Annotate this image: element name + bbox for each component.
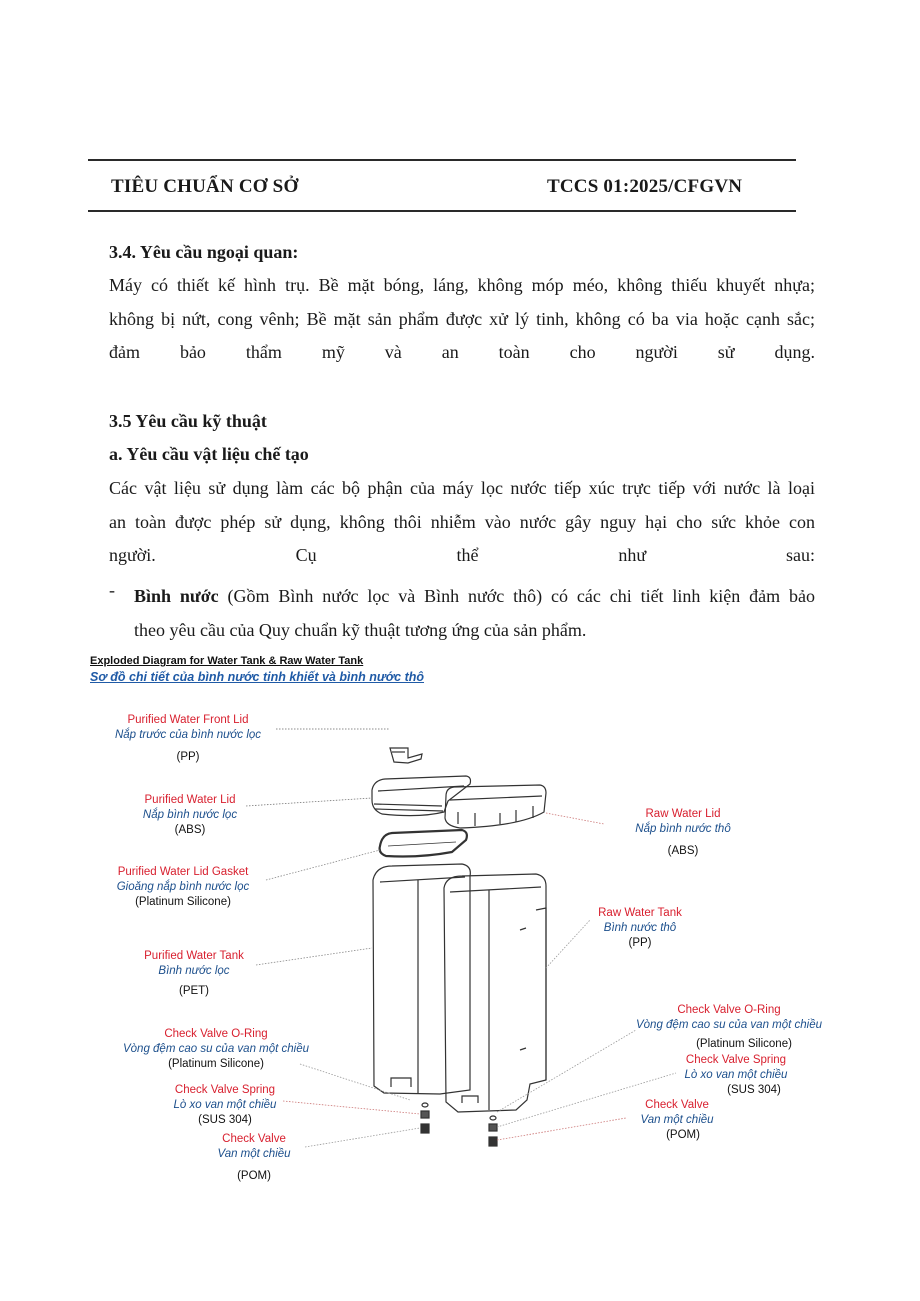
bullet-marker: - (109, 580, 115, 600)
label-material: (PP) (176, 751, 200, 763)
label-vi: Van một chiều (640, 1114, 714, 1126)
label-en: Purified Water Lid Gasket (117, 866, 249, 878)
label-raw-water-lid (624, 807, 742, 859)
check-valve-right-drawing (489, 1116, 497, 1146)
label-en: Check Valve O-Ring (677, 1004, 781, 1016)
label-vi: Lò xo van một chiều (173, 1099, 277, 1111)
front-lid-drawing (390, 748, 422, 763)
bullet-text: (Gồm Bình nước lọc và Bình nước thô) có các chi tiết linh kiện đảm bảo (218, 586, 816, 606)
label-purified-front-lid (106, 713, 270, 765)
label-en: Raw Water Tank (598, 907, 682, 919)
label-vi: Lò xo van một chiều (684, 1069, 788, 1081)
paragraph-line: Các vật liệu sử dụng làm các bộ phận của máy lọc nước tiếp xúc trực tiếp với nước là loại (109, 478, 815, 498)
label-purified-lid-gasket (100, 865, 266, 910)
label-material: (SUS 304) (198, 1114, 252, 1126)
label-check-valve-spring-left (164, 1083, 286, 1128)
paragraph-line: đảm bảo thẩm mỹ và an toàn cho người sử dụng. (109, 342, 815, 362)
label-material: (PP) (628, 937, 652, 949)
purified-tank-drawing (373, 864, 470, 1094)
check-valve-left-drawing (421, 1103, 429, 1133)
label-vi: Nắp bình nước thô (635, 823, 731, 835)
figure-title-en: Exploded Diagram for Water Tank & Raw Water Tank (90, 655, 364, 667)
section-3-5-heading: 3.5 Yêu cầu kỹ thuật (109, 411, 267, 431)
label-check-valve-spring-right (676, 1053, 796, 1098)
label-check-valve-oring-left (110, 1027, 322, 1072)
lid-gasket-drawing (380, 830, 467, 857)
bullet-line-2: theo yêu cầu của Quy chuẩn kỹ thuật tương ứng của sản phẩm. (134, 619, 587, 640)
label-material: (ABS) (667, 845, 699, 857)
label-material: (PET) (178, 985, 210, 997)
label-en: Check Valve Spring (174, 1084, 276, 1096)
label-vi: Gioăng nắp bình nước lọc (116, 881, 250, 893)
label-vi: Bình nước thô (603, 922, 677, 934)
purified-lid-drawing (372, 776, 471, 816)
raw-tank-drawing (444, 874, 546, 1112)
header-document-code: TCCS 01:2025/CFGVN (547, 176, 743, 197)
label-vi: Vòng đệm cao su của van một chiều (122, 1043, 310, 1055)
label-material: (Platinum Silicone) (696, 1038, 792, 1050)
label-material: (ABS) (174, 824, 206, 836)
label-check-valve-left (206, 1132, 302, 1184)
paragraph-line: Máy có thiết kế hình trụ. Bề mặt bóng, láng, không móp méo, không thiếu khuyết nhựa; (109, 275, 815, 295)
paragraph-line: an toàn được phép sử dụng, không thôi nhiễm vào nước gây nguy hại cho sức khỏe con (109, 511, 815, 532)
label-material: (SUS 304) (727, 1084, 781, 1096)
label-material: (Platinum Silicone) (168, 1058, 264, 1070)
label-en: Check Valve (222, 1133, 286, 1145)
label-material: (Platinum Silicone) (135, 896, 231, 908)
label-purified-lid (110, 793, 270, 838)
bullet-bold-term: Bình nước (134, 586, 219, 606)
label-vi: Nắp bình nước lọc (142, 809, 238, 821)
label-en: Raw Water Lid (645, 808, 721, 820)
label-check-valve-right (634, 1098, 720, 1143)
label-en: Check Valve (645, 1099, 709, 1111)
paragraph-line: không bị nứt, cong vênh; Bề mặt sản phẩm được xử lý tinh, không có ba via hoặc cạnh sắc; (109, 308, 815, 329)
label-en: Purified Water Lid (144, 794, 236, 806)
label-en: Purified Water Front Lid (127, 714, 249, 726)
label-en: Check Valve Spring (685, 1054, 787, 1066)
label-vi: Nắp trước của bình nước lọc (114, 729, 262, 741)
label-vi: Bình nước lọc (158, 965, 230, 977)
label-en: Check Valve O-Ring (164, 1028, 268, 1040)
label-material: (POM) (666, 1129, 700, 1141)
header-left-title: TIÊU CHUẨN CƠ SỞ (111, 176, 299, 197)
label-material: (POM) (237, 1170, 271, 1182)
label-raw-water-tank (588, 906, 692, 951)
label-check-valve-oring-right (630, 1003, 828, 1052)
label-en: Purified Water Tank (144, 950, 244, 962)
section-3-5-subheading: a. Yêu cầu vật liệu chế tạo (109, 444, 309, 464)
paragraph-line: người. Cụ thể như sau: (109, 545, 815, 565)
label-vi: Vòng đệm cao su của van một chiều (635, 1019, 823, 1031)
figure-title-vi: Sơ đồ chi tiết của bình nước tinh khiết và bình nước thô (90, 670, 425, 684)
label-vi: Van một chiều (217, 1148, 291, 1160)
section-3-4-heading: 3.4. Yêu cầu ngoại quan: (109, 242, 299, 262)
label-purified-tank (124, 949, 264, 999)
